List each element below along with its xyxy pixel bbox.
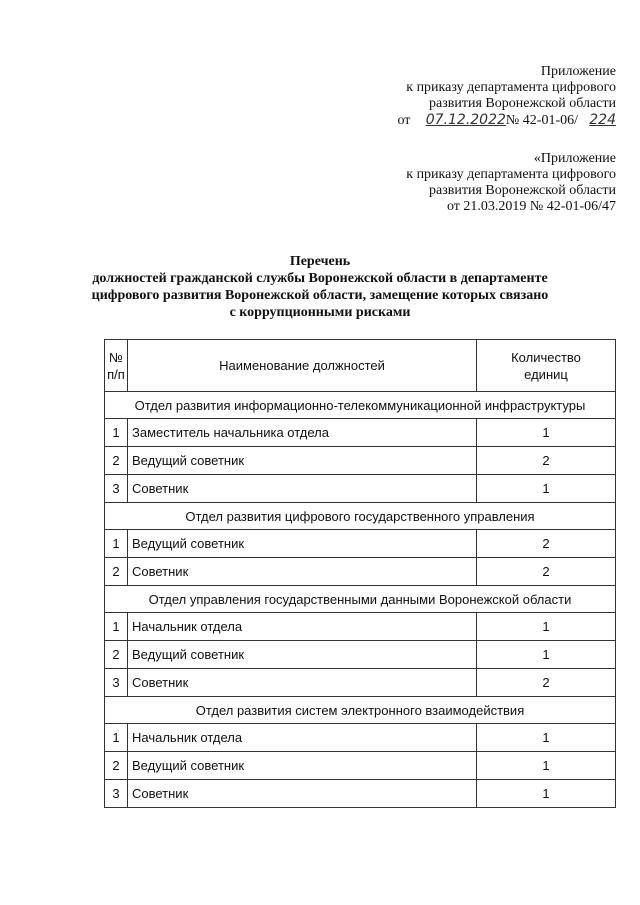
section-header-row bbox=[105, 503, 616, 530]
row-number-cell: 1 bbox=[105, 613, 128, 641]
row-number-cell: 2 bbox=[105, 641, 128, 669]
appendix-header bbox=[397, 64, 616, 129]
positions-table bbox=[104, 339, 616, 808]
previous-order-line: к приказу департамента цифрового bbox=[406, 167, 616, 182]
table-row bbox=[105, 669, 616, 697]
row-position-name-cell: Ведущий советник bbox=[128, 752, 477, 780]
header-number-cell bbox=[105, 340, 128, 392]
row-position-name-cell: Советник bbox=[128, 669, 477, 697]
row-position-name-cell: Заместитель начальника отдела bbox=[128, 419, 477, 447]
section-title: Отдел развития цифрового государственного управления bbox=[105, 503, 616, 530]
appendix-order-line: к приказу департамента цифрового bbox=[406, 80, 616, 95]
row-quantity-cell: 1 bbox=[477, 641, 616, 669]
previous-date-number-line: от 21.03.2019 № 42-01-06/47 bbox=[446, 199, 616, 214]
title-line-1: Перечень bbox=[289, 254, 351, 269]
row-position-name-cell: Советник bbox=[128, 558, 477, 586]
table-row bbox=[105, 780, 616, 808]
row-quantity-cell: 2 bbox=[477, 530, 616, 558]
title-line-2: должностей гражданской службы Воронежской области в департаменте bbox=[92, 271, 548, 286]
row-position-name-cell: Ведущий советник bbox=[128, 447, 477, 475]
table-header-row bbox=[105, 340, 616, 392]
row-number-cell: 3 bbox=[105, 475, 128, 503]
row-number-cell: 1 bbox=[105, 530, 128, 558]
table-row bbox=[105, 641, 616, 669]
table-row bbox=[105, 558, 616, 586]
document-title bbox=[80, 253, 560, 321]
row-position-name-cell: Советник bbox=[128, 780, 477, 808]
section-header-row bbox=[105, 586, 616, 613]
previous-appendix-header bbox=[406, 151, 616, 215]
previous-appendix-label: «Приложение bbox=[533, 151, 616, 166]
row-number-cell: 2 bbox=[105, 447, 128, 475]
header-name-cell: Наименование должностей bbox=[128, 340, 477, 392]
header-quantity-line2: единиц bbox=[524, 366, 568, 382]
row-number-cell: 1 bbox=[105, 724, 128, 752]
row-number-cell: 1 bbox=[105, 419, 128, 447]
section-header-row bbox=[105, 392, 616, 419]
section-header-row bbox=[105, 697, 616, 724]
row-quantity-cell: 2 bbox=[477, 558, 616, 586]
previous-department-line: развития Воронежской области bbox=[429, 183, 616, 198]
row-position-name-cell: Начальник отдела bbox=[128, 613, 477, 641]
handwritten-date: 07.12.2022 bbox=[425, 112, 506, 128]
row-quantity-cell: 1 bbox=[477, 475, 616, 503]
appendix-date-number-line bbox=[397, 112, 616, 129]
row-number-cell: 3 bbox=[105, 780, 128, 808]
row-quantity-cell: 2 bbox=[477, 669, 616, 697]
row-number-cell: 3 bbox=[105, 669, 128, 697]
row-quantity-cell: 1 bbox=[477, 419, 616, 447]
row-number-cell: 2 bbox=[105, 752, 128, 780]
section-title: Отдел управления государственными данными Воронежской области bbox=[105, 586, 616, 613]
row-quantity-cell: 1 bbox=[477, 752, 616, 780]
section-title: Отдел развития систем электронного взаимодействия bbox=[105, 697, 616, 724]
title-line-3: цифрового развития Воронежской области, замещение которых связано bbox=[91, 288, 549, 303]
table-row bbox=[105, 613, 616, 641]
header-quantity-line1: Количество bbox=[511, 349, 581, 365]
date-prefix: от bbox=[397, 113, 411, 128]
table-row bbox=[105, 419, 616, 447]
row-position-name-cell: Начальник отдела bbox=[128, 724, 477, 752]
title-line-4: с коррупционными рисками bbox=[229, 305, 411, 320]
table-row bbox=[105, 475, 616, 503]
header-quantity-cell bbox=[477, 340, 616, 392]
header-number-pp: п/п bbox=[107, 366, 125, 382]
table-row bbox=[105, 752, 616, 780]
section-title: Отдел развития информационно-телекоммуникационной инфраструктуры bbox=[105, 392, 616, 419]
table-row bbox=[105, 724, 616, 752]
row-quantity-cell: 1 bbox=[477, 780, 616, 808]
row-position-name-cell: Советник bbox=[128, 475, 477, 503]
row-quantity-cell: 2 bbox=[477, 447, 616, 475]
appendix-department-line: развития Воронежской области bbox=[429, 96, 616, 111]
row-number-cell: 2 bbox=[105, 558, 128, 586]
appendix-label: Приложение bbox=[540, 64, 616, 79]
row-position-name-cell: Ведущий советник bbox=[128, 641, 477, 669]
row-position-name-cell: Ведущий советник bbox=[128, 530, 477, 558]
handwritten-order-number: 224 bbox=[589, 112, 616, 128]
table-row bbox=[105, 447, 616, 475]
table-row bbox=[105, 530, 616, 558]
row-quantity-cell: 1 bbox=[477, 724, 616, 752]
header-number-symbol: № bbox=[109, 349, 123, 365]
order-number-printed: № 42-01-06/ bbox=[505, 113, 578, 128]
row-quantity-cell: 1 bbox=[477, 613, 616, 641]
